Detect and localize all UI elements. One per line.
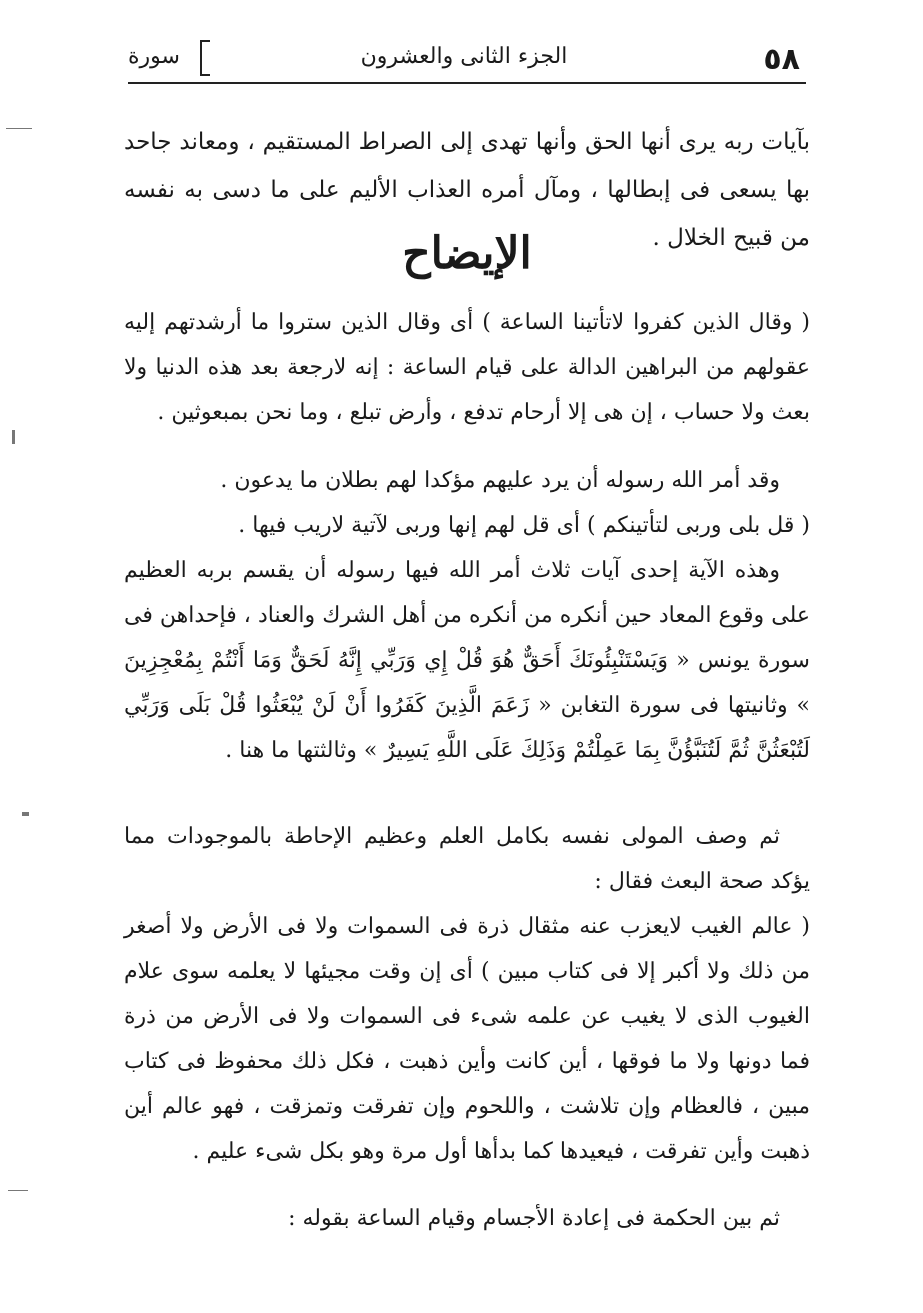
paragraph-6: ( عالم الغيب لايعزب عنه مثقال ذرة فى السموات ولا فى الأرض ولا أصغر من ذلك ولا أكبر إلا فى كتاب مبين ) أى إن وقت مجيئها لا يعلمه سوى علام الغيوب الذى لا يغيب عن علمه شىء فى السموات ولا فى الأرض من ذرة فما دونها ولا ما فوقها ، أين كانت وأين ذهبت ، فكل ذلك محفوظ فى كتاب مبين ، فالعظام وإن تلاشت ، واللحوم وإن تفرقت وتمزقت ، فهو عالم أين ذهبت وأين تفرقت ، فيعيدها كما بدأها أول مرة وهو بكل شىء عليم . xyxy=(124,914,810,1164)
paragraph-2: وقد أمر الله رسوله أن يرد عليهم مؤكدا لهم بطلان ما يدعون . xyxy=(220,468,780,493)
paragraph-3: ( قل بلى وربى لتأتينكم ) أى قل لهم إنها وربى لآتية لاريب فيها . xyxy=(238,513,810,538)
surah-label: سورة xyxy=(128,44,180,69)
paragraph-4: وهذه الآية إحدى آيات ثلاث أمر الله فيها رسوله أن يقسم بربه العظيم على وقوع المعاد حين أنكره من أنكره من أهل الشرك والعناد ، فإحداهن فى سورة يونس « وَيَسْتَنْبِئُونَكَ أَحَقٌّ هُوَ قُلْ إِي وَرَبِّي إِنَّهُ لَحَقٌّ وَمَا أَنْتُمْ بِمُعْجِزِينَ » وثانيتها فى سورة التغابن « زَعَمَ الَّذِينَ كَفَرُوا أَنْ لَنْ يُبْعَثُوا قُلْ بَلَى وَرَبِّي لَتُبْعَثُنَّ ثُمَّ لَتُنَبَّؤُنَّ بِمَا عَمِلْتُمْ وَذَلِكَ عَلَى اللَّهِ يَسِيرٌ » وثالثتها ما هنا . xyxy=(124,558,810,763)
running-title: الجزء الثانى والعشرون xyxy=(360,44,568,69)
page-header xyxy=(128,38,800,82)
scan-speck xyxy=(22,812,29,816)
paragraph-1: ( وقال الذين كفروا لاتأتينا الساعة ) أى وقال الذين ستروا ما أرشدتهم إليه عقولهم من البراهين الدالة على قيام الساعة : إنه لارجعة بعد هذه الدنيا ولا بعث ولا حساب ، إن هى إلا أرحام تدفع ، وأرض تبلع ، وما نحن بمبعوثين . xyxy=(124,310,811,425)
paragraph-5: ثم وصف المولى نفسه بكامل العلم وعظيم الإحاطة بالموجودات مما يؤكد صحة البعث فقال : xyxy=(124,824,810,894)
header-rule xyxy=(128,82,806,84)
paragraph-7: ثم بين الحكمة فى إعادة الأجسام وقيام الساعة بقوله : xyxy=(288,1206,780,1231)
scan-speck xyxy=(8,1190,28,1191)
page-number: ٥٨ xyxy=(763,42,800,77)
scan-speck xyxy=(12,430,15,444)
bracket-decoration xyxy=(200,40,210,76)
section-heading: الإيضاح xyxy=(402,228,532,279)
intro-paragraph: بآيات ربه يرى أنها الحق وأنها تهدى إلى الصراط المستقيم ، ومعاند جاحد بها يسعى فى إبطالها ، ومآل أمره العذاب الأليم على ما دسى به نفسه من قبيح الخلال . xyxy=(124,129,810,251)
scan-speck xyxy=(6,128,32,129)
